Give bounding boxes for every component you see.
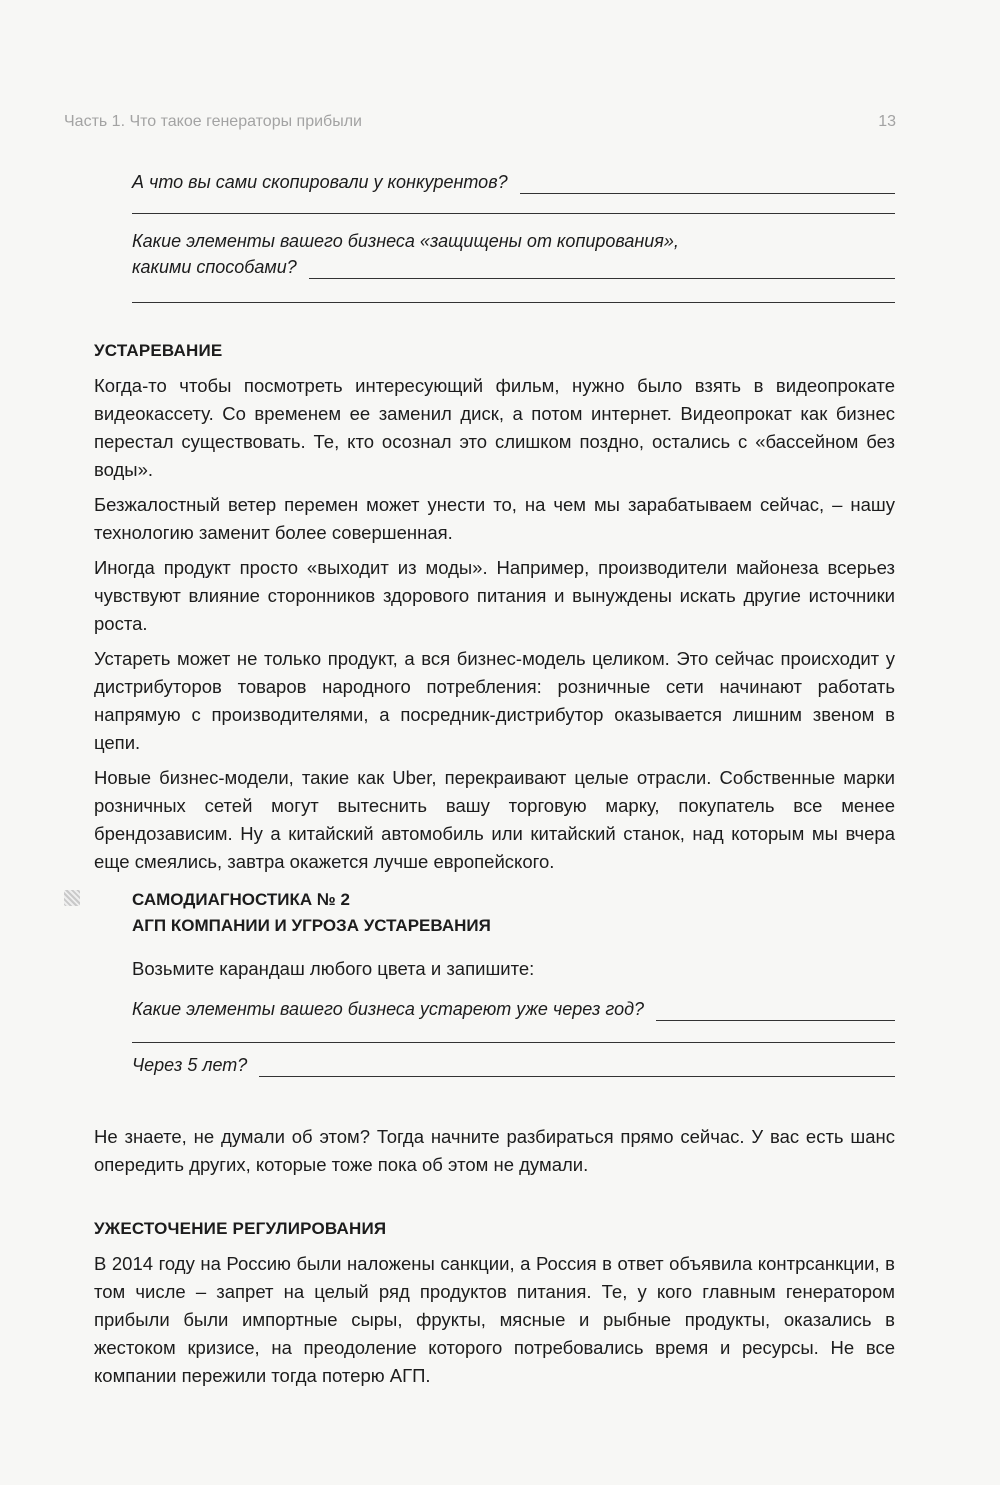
answer-line[interactable]	[132, 302, 895, 303]
question-block-diagnostic	[132, 997, 895, 1077]
heading-text: УСТАРЕВАНИЕ	[94, 341, 223, 360]
section-heading-obsolescence	[94, 341, 222, 361]
exercise-marker-icon	[64, 890, 80, 906]
question-text: А что вы сами скопировали у конкурентов?	[132, 172, 508, 192]
question-text: какими способами?	[132, 257, 297, 277]
self-diagnostic-intro: Возьмите карандаш любого цвета и запишите:	[132, 958, 535, 979]
answer-line[interactable]	[520, 176, 895, 194]
answer-line[interactable]	[656, 1003, 895, 1021]
diagnostic-title-line: САМОДИАГНОСТИКА № 2	[132, 890, 350, 909]
regulation-body	[94, 1250, 895, 1397]
question-protected-elements: Какие элементы вашего бизнеса «защищены от копирования»,	[132, 231, 679, 251]
after-diagnostic-body	[94, 1123, 895, 1186]
answer-line[interactable]	[309, 261, 895, 279]
question-copied-from-competitors	[132, 170, 895, 194]
paragraph: Не знаете, не думали об этом? Тогда начните разбираться прямо сейчас. У вас есть шанс опередить других, которые тоже пока об этом не думали.	[94, 1126, 895, 1175]
answer-line[interactable]	[259, 1059, 895, 1077]
question-protected-methods	[132, 255, 895, 279]
diagnostic-subtitle-line: АГП КОМПАНИИ И УГРОЗА УСТАРЕВАНИЯ	[132, 916, 491, 935]
heading-text: УЖЕСТОЧЕНИЕ РЕГУЛИРОВАНИЯ	[94, 1219, 387, 1238]
answer-line[interactable]	[132, 213, 895, 214]
running-title: Часть 1. Что такое генераторы прибыли	[64, 113, 362, 130]
question-block-top	[132, 170, 895, 303]
paragraph: Когда-то чтобы посмотреть интересующий фильм, нужно было взять в видеопрокате видеокассету. Со временем ее заменил диск, а потом интернет. Видеопрокат как бизнес перестал существовать. Те, кто осознал это слишком поздно, остались с «бассейном без воды».	[94, 375, 895, 480]
self-diagnostic-title	[132, 887, 491, 939]
question-text: Какие элементы вашего бизнеса устареют уже через год?	[132, 999, 645, 1019]
question-obsolete-in-year	[132, 997, 895, 1021]
question-obsolete-in-5-years	[132, 1053, 895, 1077]
answer-line[interactable]	[132, 1042, 895, 1043]
paragraph: Иногда продукт просто «выходит из моды». Например, производители майонеза всерьез чувствуют влияние сторонников здорового питания и вынуждены искать другие источники роста.	[94, 557, 895, 634]
obsolescence-body	[94, 372, 895, 883]
paragraph: Безжалостный ветер перемен может унести то, на чем мы зарабатываем сейчас, – нашу технологию заменит более совершенная.	[94, 494, 895, 543]
running-header	[64, 113, 896, 131]
section-heading-regulation	[94, 1219, 386, 1239]
question-text: Через 5 лет?	[132, 1055, 248, 1075]
paragraph: Устареть может не только продукт, а вся бизнес-модель целиком. Это сейчас происходит у дистрибуторов товаров народного потребления: розничные сети начинают работать напрямую с производителями, а посредник-дистрибутор оказывается лишним звеном в цепи.	[94, 648, 895, 753]
paragraph: Новые бизнес-модели, такие как Uber, перекраивают целые отрасли. Собственные марки розничных сетей могут вытеснить вашу торговую марку, покупатель все менее брендозависим. Ну а китайский автомобиль или китайский станок, над которым мы вчера еще смеялись, завтра окажется лучше европейского.	[94, 767, 895, 872]
paragraph: В 2014 году на Россию были наложены санкции, а Россия в ответ объявила контрсанкции, в том числе – запрет на целый ряд продуктов питания. Те, у кого главным генератором прибыли были импортные сыры, фрукты, мясные и рыбные продукты, оказались в жестоком кризисе, на преодоление которого потребовались время и ресурсы. Не все компании пережили тогда потерю АГП.	[94, 1253, 895, 1386]
page-number: 13	[878, 113, 896, 130]
